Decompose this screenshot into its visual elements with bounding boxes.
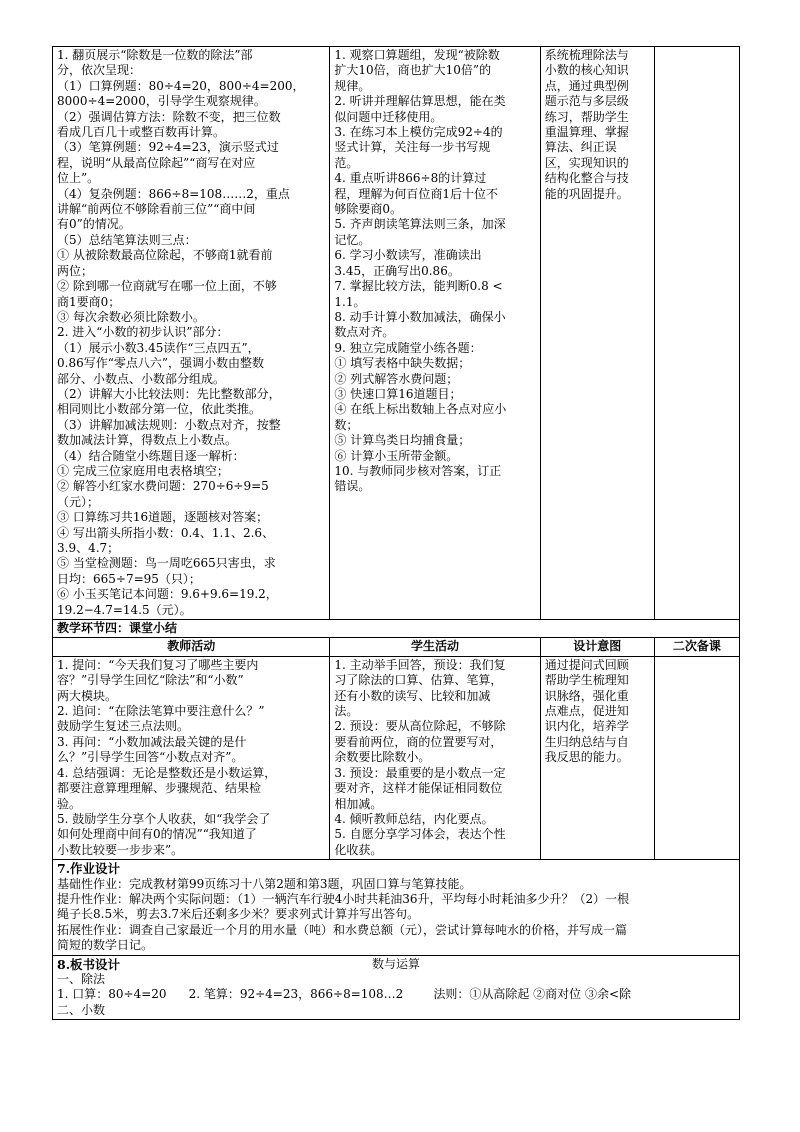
text-line: 化收获。: [334, 842, 383, 857]
text-line: 两大模块。: [57, 688, 118, 703]
homework-lines: [57, 877, 735, 954]
text-line: 重温算理、掌握: [544, 125, 629, 140]
text-line: 算法、纠正误: [544, 140, 617, 155]
text-line: 要看前两位，商的位置要写对，: [334, 734, 503, 749]
text-line: 数；: [334, 417, 359, 432]
board-division-heading: 一、除法: [57, 971, 106, 986]
text-line: 数加减法计算，得数点上小数点。: [57, 433, 238, 448]
text-line: ⑥ 计算小玉所带金额。: [334, 448, 459, 463]
text-line: 结构化整合与技: [544, 171, 629, 186]
text-line: （2）强调估算方法：除数不变，把三位数: [57, 109, 281, 124]
step4-second-prep-cell: [654, 656, 739, 859]
step3-student-cell: [330, 47, 540, 620]
text-line: 点难点，促进知: [544, 704, 629, 719]
text-line: 5. 齐声朗读笔算法则三条，加深: [334, 217, 506, 232]
board-rules: 法则：①从高除起 ②商对位 ③余<除: [433, 987, 631, 1002]
text-line: 如何处理商中间有0的情况”“我知道了: [57, 827, 257, 842]
board-cell: [53, 955, 740, 1020]
text-line: 分，依次呈现：: [57, 63, 142, 78]
text-line: ④ 写出箭头所指小数：0.4、1.1、2.6、: [57, 525, 275, 540]
text-line: 能的巩固提升。: [544, 186, 629, 201]
lesson-plan-table: [52, 46, 740, 1020]
text-line: 还有小数的读写、比较和加减: [334, 688, 491, 703]
step4-title-row: [53, 620, 740, 638]
text-line: 7. 掌握比较方法，能判断0.8 <: [334, 279, 503, 294]
text-line: 通过提问式回顾: [544, 657, 629, 672]
text-line: 容？”引导学生回忆“除法”和“小数”: [57, 673, 244, 688]
board-division-line: [57, 987, 735, 1002]
text-line: （3）笔算例题：92÷4=23，演示竖式过: [57, 140, 279, 155]
text-line: 简短的数学日记。: [57, 938, 154, 953]
homework-row: [53, 860, 740, 955]
text-line: 1.1。: [334, 294, 366, 309]
text-line: 小数的核心知识: [544, 63, 629, 78]
text-line: 9. 独立完成随堂小练各题：: [334, 340, 482, 355]
text-line: 帮助学生梳理知: [544, 673, 629, 688]
text-line: （3）讲解加减法规则：小数点对齐，按整: [57, 417, 281, 432]
text-line: 程，理解为何百位商1后十位不: [334, 186, 499, 201]
step3-teacher-cell: [53, 47, 330, 620]
text-line: 基础性作业：完成教材第99页练习十八第2题和第3题，巩固口算与笔算技能。: [57, 876, 472, 891]
board-row: [53, 955, 740, 1020]
step4-student-activity: [334, 658, 535, 858]
board-oral-calc: 1. 口算：80÷4=20: [57, 987, 167, 1002]
homework-cell: [53, 860, 740, 955]
text-line: （2）讲解大小比较法则：先比整数部分，: [57, 386, 281, 401]
text-line: 6. 学习小数读写，准确读出: [334, 248, 482, 263]
text-line: ① 填写表格中缺失数据；: [334, 356, 471, 371]
text-line: 提升性作业：解决两个实际问题：（1）一辆汽车行驶4小时共耗油36升，平均每小时耗油多少升？（2）一根: [57, 891, 630, 906]
text-line: 5. 鼓励学生分享个人收获，如“我学会了: [57, 811, 271, 826]
text-line: 似问题中迁移使用。: [334, 109, 443, 124]
text-line: 范。: [334, 155, 359, 170]
step3-teacher-activity: [57, 48, 325, 618]
text-line: 0.86写作“零点八六”，强调小数由整数: [57, 356, 264, 371]
text-line: 讲解“前两位不够除看前三位”“商中间: [57, 202, 256, 217]
text-line: 日均：665÷7=95（只）；: [57, 571, 201, 586]
text-line: 3.45，正确写出0.86。: [334, 263, 460, 278]
step4-title: 教学环节四：课堂小结: [53, 620, 740, 638]
text-line: 练习，帮助学生: [544, 109, 629, 124]
text-line: 相同则比小数部分第一位，依此类推。: [57, 402, 262, 417]
text-line: （元）；: [57, 494, 100, 509]
text-line: 生归纳总结与自: [544, 734, 629, 749]
text-line: 习了除法的口算、估算、笔算，: [334, 673, 503, 688]
text-line: 记忆。: [334, 232, 371, 247]
text-line: 1. 提问：“今天我们复习了哪些主要内: [57, 657, 259, 672]
text-line: 商1要商0；: [57, 294, 121, 309]
step4-row: [53, 656, 740, 859]
text-line: 鼓励学生复述三点法则。: [57, 719, 190, 734]
text-line: 有0”的情况。: [57, 217, 131, 232]
header-second-prep: 二次备课: [654, 638, 739, 656]
text-line: 8000÷4=2000，引导学生观察规律。: [57, 94, 266, 109]
board-center-title: 数与运算: [371, 956, 420, 971]
text-line: 验。: [57, 796, 82, 811]
text-line: 拓展性作业：调查自己家最近一个月的用水量（吨）和水费总额（元），尝试计算每吨水的价格，并写成一篇: [57, 922, 628, 937]
board-title: 8.板书设计: [57, 956, 121, 972]
text-line: 识内化，培养学: [544, 719, 629, 734]
text-line: 我反思的能力。: [544, 750, 629, 765]
text-line: （4）复杂例题：866÷8=108……2，重点: [57, 186, 290, 201]
text-line: （1）口算例题：80÷4=20，800÷4=200，: [57, 78, 305, 93]
header-row: [53, 638, 740, 656]
text-line: 规律。: [334, 78, 371, 93]
board-written-calc: 2. 笔算：92÷4=23，866÷8=108…2: [188, 987, 404, 1002]
text-line: （4）结合随堂小练题目逐一解析：: [57, 448, 245, 463]
text-line: 都要注意算理理解、步骤规范、结果检: [57, 781, 262, 796]
step3-student-activity: [334, 48, 535, 495]
text-line: 两位；: [57, 263, 94, 278]
text-line: 程，说明“从最高位除起”“商写在对应: [57, 155, 256, 170]
text-line: 位上”。: [57, 171, 100, 186]
text-line: ② 除到哪一位商就写在哪一位上面，不够: [57, 279, 277, 294]
text-line: 小数比较要一步步来”。: [57, 842, 184, 857]
text-line: ① 从被除数最高位除起，不够商1就看前: [57, 248, 273, 263]
text-line: 看成几百几十或整百数再计算。: [57, 125, 226, 140]
text-line: ② 解答小红家水费问题：270÷6÷9=5: [57, 479, 269, 494]
text-line: 区，实现知识的: [544, 155, 629, 170]
text-line: ③ 每次余数必须比除数小。: [57, 309, 205, 324]
text-line: 余数要比除数小。: [334, 750, 431, 765]
text-line: ④ 在纸上标出数轴上各点对应小: [334, 402, 507, 417]
text-line: 绳子长8.5米，剪去3.7米后还剩多少米？要求列式计算并写出答句。: [57, 907, 420, 922]
step4-intent-cell: [540, 656, 654, 859]
step4-teacher-activity: [57, 658, 325, 858]
text-line: 么？”引导学生回答“小数点对齐”。: [57, 750, 244, 765]
text-line: ⑤ 当堂检测题：鸟一周吃665只害虫，求: [57, 556, 276, 571]
text-line: 1. 主动举手回答，预设：我们复: [334, 657, 506, 672]
text-line: 4. 倾听教师总结，内化要点。: [334, 811, 494, 826]
step4-design-intent: [545, 658, 650, 766]
text-line: 数点对齐。: [334, 325, 395, 340]
text-line: 8. 动手计算小数加减法，确保小: [334, 309, 506, 324]
homework-title: 7.作业设计: [57, 861, 121, 877]
text-line: 4. 总结强调：无论是整数还是小数运算，: [57, 765, 277, 780]
text-line: ② 列式解答水费问题；: [334, 371, 459, 386]
text-line: 1. 观察口算题组，发现“被除数: [334, 48, 500, 62]
step3-row: [53, 47, 740, 620]
text-line: 10. 与教师同步核对答案，订正: [334, 463, 502, 478]
text-line: 系统梳理除法与: [544, 48, 629, 62]
text-line: 2. 预设：要从高位除起，不够除: [334, 719, 506, 734]
step3-second-prep-cell: [654, 47, 739, 620]
header-intent: 设计意图: [540, 638, 654, 656]
text-line: 2. 听讲并理解估算思想，能在类: [334, 94, 506, 109]
text-line: ③ 口算练习共16道题，逐题核对答案；: [57, 510, 269, 525]
text-line: 法。: [334, 704, 359, 719]
header-teacher: 教师活动: [53, 638, 330, 656]
text-line: 2. 追问：“在除法笔算中要注意什么？”: [57, 704, 265, 719]
text-line: 部分、小数点、小数部分组成。: [57, 371, 226, 386]
text-line: 3. 在练习本上模仿完成92÷4的: [334, 125, 503, 140]
text-line: 19.2−4.7=14.5（元）。: [57, 602, 192, 617]
step3-intent-cell: [540, 47, 654, 620]
text-line: 题示范与多层级: [544, 94, 629, 109]
text-line: 相加减。: [334, 796, 383, 811]
text-line: 够除要商0。: [334, 202, 403, 217]
header-student: 学生活动: [330, 638, 540, 656]
text-line: （5）总结笔算法则三点：: [57, 232, 197, 247]
text-line: 识脉络，强化重: [544, 688, 629, 703]
board-decimal-heading: 二、小数: [57, 1002, 106, 1017]
text-line: ⑤ 计算鸟类日均捕食量；: [334, 433, 471, 448]
text-line: 5. 自愿分享学习体会，表达个性: [334, 827, 506, 842]
text-line: 4. 重点听讲866÷8的计算过: [334, 171, 487, 186]
step4-teacher-cell: [53, 656, 330, 859]
text-line: 3. 预设：最重要的是小数点一定: [334, 765, 506, 780]
text-line: 点，通过典型例: [544, 78, 629, 93]
step4-student-cell: [330, 656, 540, 859]
text-line: 3. 再问：“小数加减法最关键的是什: [57, 734, 247, 749]
text-line: ① 完成三位家庭用电表格填空；: [57, 463, 229, 478]
text-line: ③ 快速口算16道题目；: [334, 386, 462, 401]
text-line: 3.9、4.7；: [57, 541, 120, 555]
text-line: 2. 进入“小数的初步认识”部分：: [57, 325, 229, 340]
text-line: 扩大10倍，商也扩大10倍”的: [334, 63, 492, 78]
text-line: （1）展示小数3.45读作“三点四五”，: [57, 340, 260, 355]
step3-design-intent: [545, 48, 650, 202]
text-line: ⑥ 小玉买笔记本问题：9.6+9.6=19.2，: [57, 587, 278, 602]
text-line: 要对齐，这样才能保证相同数位: [334, 781, 503, 796]
text-line: 错误。: [334, 479, 371, 494]
text-line: 竖式计算，关注每一步书写规: [334, 140, 491, 155]
text-line: 1. 翻页展示“除数是一位数的除法”部: [57, 48, 253, 62]
